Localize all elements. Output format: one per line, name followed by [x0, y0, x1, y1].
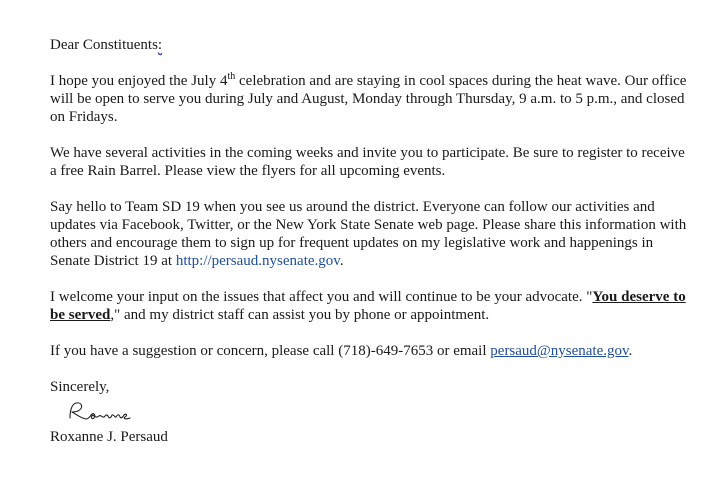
closing: Sincerely, [50, 379, 110, 395]
email-link[interactable]: persaud@nysenate.gov [490, 343, 629, 359]
p4-emphasis: You deserve to be served [50, 289, 686, 323]
p5-end: . [628, 343, 633, 359]
p4-text-a: I welcome your input on the issues that affect you and will continue to be your advocate. " [50, 289, 593, 305]
paragraph-office-hours [50, 72, 690, 126]
greeting [50, 36, 690, 54]
paragraph-team [50, 198, 690, 270]
paragraph-advocate [50, 288, 690, 324]
p3-end: . [339, 253, 344, 269]
website-link[interactable]: http://persaud.nysenate.gov [175, 253, 340, 269]
letter-body [50, 36, 690, 446]
signer-name: Roxanne J. Persaud [50, 429, 168, 445]
p1-text-b: celebration and are staying in cool spaces during the heat wave. Our office will be open to serve you during July and August, Monday through Thursday, 9 a.m. to 5 p.m., and closed on Fridays. [50, 73, 687, 125]
p5-text: If you have a suggestion or concern, please call (718)-649-7653 or email [50, 343, 491, 359]
signature [50, 396, 690, 428]
p4-text-b: ," and my district staff can assist you by phone or appointment. [110, 307, 490, 323]
signature-icon [64, 396, 134, 426]
p1-text-a: I hope you enjoyed the July 4 [50, 73, 228, 89]
paragraph-activities: We have several activities in the coming weeks and invite you to participate. Be sure to register to receive a free Rain Barrel. Please view the flyers for all upcoming events. [50, 145, 685, 179]
paragraph-contact [50, 342, 690, 360]
p3-text: Say hello to Team SD 19 when you see us around the district. Everyone can follow our activities and updates via Facebook, Twitter, or the New York State Senate web page. Please share this information with others and encourage them to sign up for frequent updates on my legislative work and happenings in Senate District 19 at [50, 199, 687, 269]
greeting-colon: : [157, 37, 163, 53]
greeting-text: Dear Constituents [50, 37, 158, 53]
p1-superscript: th [227, 71, 236, 82]
